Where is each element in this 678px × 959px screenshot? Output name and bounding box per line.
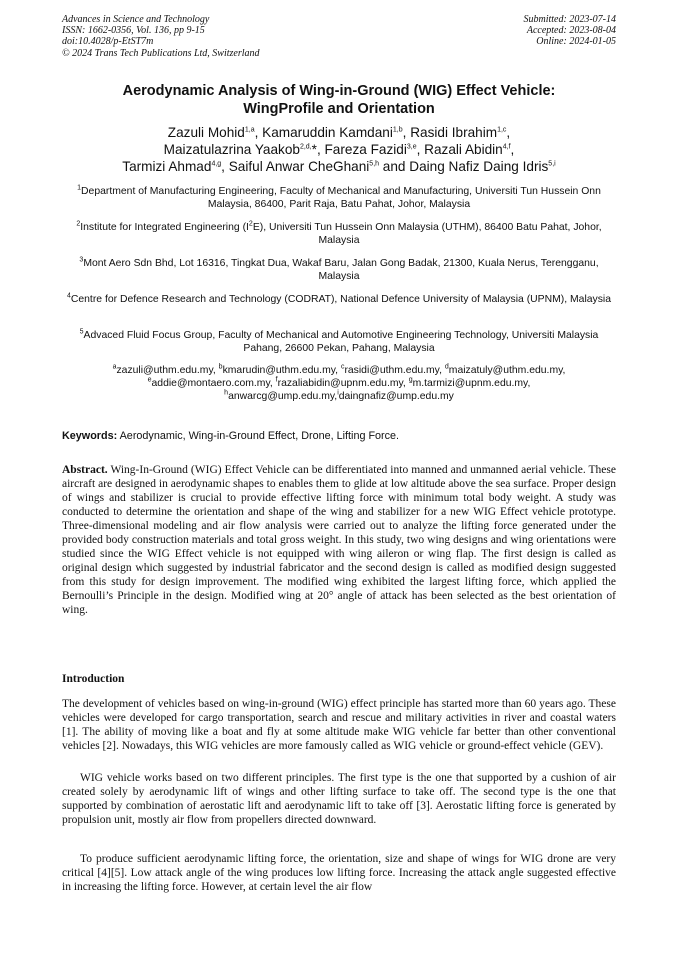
affiliation-text-cont: E), Universiti Tun Hussein Onn Malaysia (UTHM), 86400 Batu Pahat, Johor, Malaysia xyxy=(252,222,602,247)
keywords-text: Aerodynamic, Wing-in-Ground Effect, Drone, Lifting Force. xyxy=(119,430,400,442)
author-line xyxy=(62,141,616,158)
email-address[interactable]: anwarcg@ump.edu.my xyxy=(228,391,335,403)
affiliation-text: Mont Aero Sdn Bhd, Lot 16316, Tingkat Dua, Wakaf Baru, Jalan Gong Badak, 21300, Kuala Nerus, Terengganu, Malaysia xyxy=(83,258,599,283)
author-name: Daing Nafiz Daing Idris xyxy=(409,159,549,174)
email-address[interactable]: addie@montaero.com.my xyxy=(151,378,270,390)
author-affil-marker: 5,i xyxy=(548,160,556,168)
author-affil-marker: 5,h xyxy=(369,160,380,168)
email-address[interactable]: maizatuly@uthm.edu.my xyxy=(448,365,563,376)
author-affil-marker: 4,g xyxy=(211,160,222,168)
affiliation-5 xyxy=(62,329,616,355)
intro-paragraph-1: The development of vehicles based on wing-in-ground (WIG) effect principle has started more than 60 years ago. These vehicles were developed for cargo transportation, search and rescue and military activities in river and coastal waters [1]. The ability of moving like a boat and fly at some altitude make WIG vehicle far better than other conventional vehicles [2]. Nowadays, this WIG vehicles are more famously called as WIG vehicle or ground-effect vehicle (GEV). xyxy=(62,698,616,753)
author-name: Fareza Fazidi xyxy=(324,142,407,157)
email-address[interactable]: m.tarmizi@upnm.edu.my xyxy=(412,378,528,390)
abstract-text: Wing-In-Ground (WIG) Effect Vehicle can be differentiated into manned and unmanned aerial vehicle. These aircraft are designed in aerodynamic shapes to enables them to glide at low altitude above the sea surface. Proper design of wings and stabilizer is crucial to provide effective lifting force with minimum total body weight. A study was conducted to determine the orientation and shape of the wing and stabilizer for a new WIG Effect vehicle prototype. Three-dimensional modeling and air flow analysis were carried out to analyze the lifting force generated under the provided body construction materials and total gross weight. In this study, two wing designs and wing orientations were studied since the WIG Effect vehicle is not equipped with wing aileron or wing flap. The first design is called as original design which suggested by industrial fabricator and the second design is called as modified design suggested from this study for design improvement. The modified wing exhibited the largest lifting force, which applied the Bernoulli’s Principle in the design. Modified wing at 20° angle of attack has been selected as the best orientation of wing. xyxy=(62,464,616,617)
email-marker: i xyxy=(337,389,339,397)
accepted-date: Accepted: 2023-08-04 xyxy=(526,25,616,37)
author-name: Maizatulazrina Yaakob xyxy=(163,142,300,157)
keywords-label: Keywords: xyxy=(62,430,118,442)
email-separator: , xyxy=(527,378,531,390)
submitted-date: Submitted: 2023-07-14 xyxy=(523,14,616,25)
affiliation-text: Institute for Integrated Engineering (I xyxy=(80,222,249,233)
affiliation-number: 5 xyxy=(79,328,84,336)
author-separator: , xyxy=(506,125,511,140)
doi-link[interactable]: doi:10.4028/p-EtST7m xyxy=(62,36,154,48)
affiliation-superscript: 2 xyxy=(248,220,253,228)
author-affil-marker: 2,d, xyxy=(299,143,312,151)
intro-paragraph-2: WIG vehicle works based on two different principles. The first type is the one that supported by a cushion of air created solely by aerodynamic lift of wings and other lifting surface to take off. The second type is the one that supported by combination of aerostatic lift and aerodynamic lift to take off [3]. Aerostatic lifting force is generated by propulsion unit, mostly air flow from propellers directed downward. xyxy=(62,772,616,827)
email-separator: , xyxy=(439,365,445,376)
author-affil-marker: 1,c xyxy=(497,126,507,134)
email-address[interactable]: zazuli@uthm.edu.my xyxy=(116,365,213,376)
email-line xyxy=(62,390,616,403)
email-list xyxy=(62,364,616,404)
author-name: Kamaruddin Kamdani xyxy=(262,125,393,140)
keywords xyxy=(62,429,616,443)
email-address[interactable]: daingnafiz@ump.edu.my xyxy=(338,391,454,403)
affiliation-number: 1 xyxy=(77,184,82,192)
author-name: Tarmizi Ahmad xyxy=(122,159,212,174)
issn-volume: ISSN: 1662-0356, Vol. 136, pp 9-15 xyxy=(62,25,205,37)
author-separator: , xyxy=(510,142,515,157)
affiliation-number: 2 xyxy=(76,220,81,228)
email-marker: e xyxy=(147,376,152,384)
author-name: Razali Abidin xyxy=(424,142,503,157)
email-marker: b xyxy=(218,363,223,371)
affiliation-text: Department of Manufacturing Engineering, Faculty of Mechanical and Manufacturing, Universiti Tun Hussein Onn Malaysia, 86400, Parit Raja, Batu Pahat, Johor, Malaysia xyxy=(81,186,601,211)
author-name: Rasidi Ibrahim xyxy=(410,125,498,140)
author-separator: , xyxy=(402,125,411,140)
author-affil-marker: 1,a xyxy=(244,126,255,134)
email-marker: h xyxy=(224,389,229,397)
publication-dates xyxy=(524,14,617,48)
email-address[interactable]: kmarudin@uthm.edu.my xyxy=(222,365,336,376)
author-separator: , xyxy=(221,159,229,174)
email-marker: d xyxy=(444,363,449,371)
author-list xyxy=(62,124,616,175)
author-name: Zazuli Mohid xyxy=(167,125,245,140)
email-separator: , xyxy=(269,378,276,390)
affiliation-number: 4 xyxy=(66,292,71,300)
author-line xyxy=(62,124,616,141)
intro-paragraph-3: To produce sufficient aerodynamic lifting force, the orientation, size and shape of wings for WIG drone are very critical [4][5]. Low attack angle of the wing produces low lifting force. Increasing the attack angle suggested effective in increasing the lifting force. However, at certain level the air flow xyxy=(62,853,616,894)
email-marker: a xyxy=(112,363,117,371)
email-marker: c xyxy=(340,363,345,371)
email-separator: , xyxy=(334,391,338,403)
author-separator: , xyxy=(254,125,263,140)
author-separator: , xyxy=(316,142,325,157)
email-marker: g xyxy=(408,376,413,384)
abstract-label: Abstract. xyxy=(62,464,108,476)
affiliation-3 xyxy=(62,257,616,283)
journal-info xyxy=(62,14,260,59)
abstract xyxy=(62,463,616,618)
author-line xyxy=(62,158,616,175)
email-marker: f xyxy=(275,376,278,384)
author-separator: , xyxy=(416,142,425,157)
journal-name: Advances in Science and Technology xyxy=(62,14,210,25)
title-line-2: WingProfile and Orientation xyxy=(243,101,435,117)
email-separator: , xyxy=(402,378,409,390)
email-separator: , xyxy=(335,365,341,376)
author-affil-marker: 4,f xyxy=(502,143,511,151)
author-name: Saiful Anwar CheGhani xyxy=(228,159,370,174)
email-address[interactable]: rasidi@uthm.edu.my xyxy=(344,365,440,376)
email-separator: , xyxy=(562,365,566,376)
title-line-1: Aerodynamic Analysis of Wing-in-Ground (WIG) Effect Vehicle: xyxy=(122,83,556,99)
author-affil-marker: 1,b xyxy=(392,126,403,134)
affiliation-2 xyxy=(62,221,616,247)
author-affil-marker: 3,e xyxy=(406,143,417,151)
affiliation-number: 3 xyxy=(79,256,84,264)
affiliation-4 xyxy=(62,293,616,306)
paper-title xyxy=(62,82,616,118)
corresponding-author-marker: * xyxy=(311,142,317,157)
section-heading-introduction: Introduction xyxy=(62,673,125,685)
email-line xyxy=(62,364,616,377)
online-date: Online: 2024-01-05 xyxy=(536,36,616,48)
affiliation-text: Advaced Fluid Focus Group, Faculty of Mechanical and Automotive Engineering Technology, Universiti Malaysia Pahang, 26600 Pekan, Pahang, Malaysia xyxy=(83,330,599,355)
affiliation-text: Centre for Defence Research and Technology (CODRAT), National Defence University of Malaysia (UPNM), Malaysia xyxy=(70,294,612,305)
email-line xyxy=(62,377,616,390)
author-separator: and xyxy=(379,159,410,174)
affiliation-1 xyxy=(62,185,616,211)
email-separator: , xyxy=(212,365,219,376)
copyright: © 2024 Trans Tech Publications Ltd, Switzerland xyxy=(62,47,260,59)
email-address[interactable]: razaliabidin@upnm.edu.my xyxy=(277,378,403,390)
